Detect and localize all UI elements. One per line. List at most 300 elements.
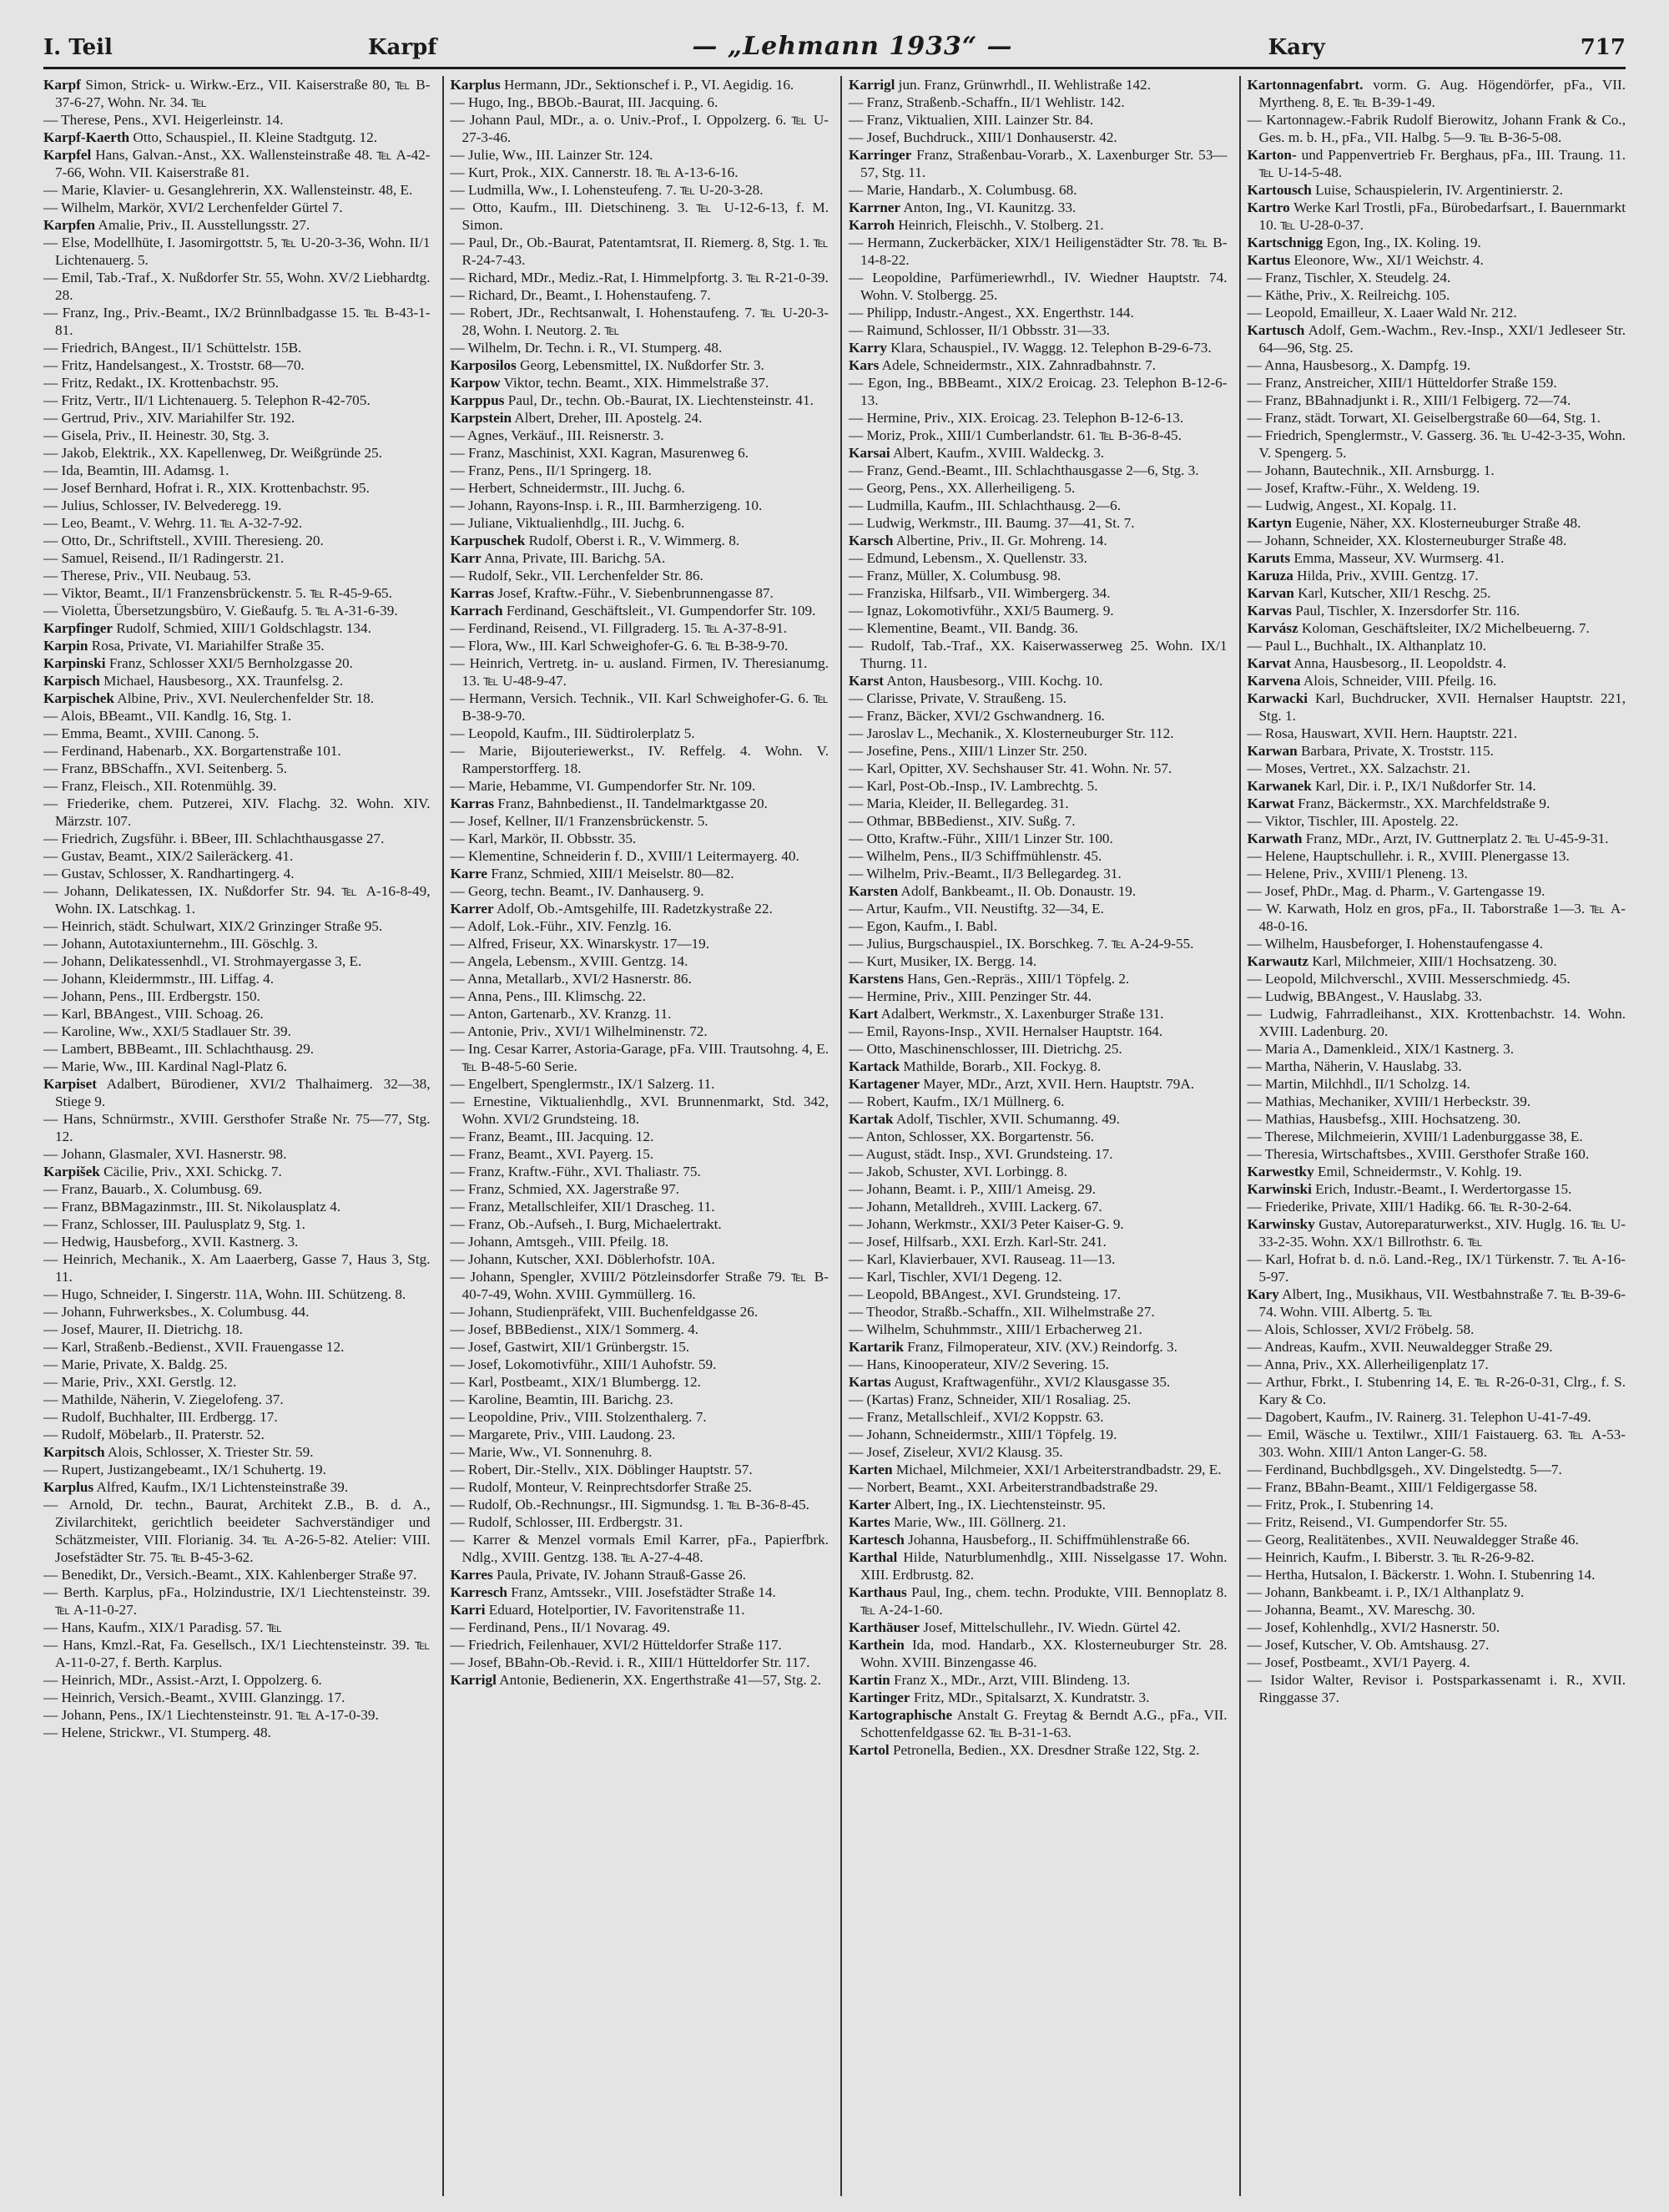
directory-entry xyxy=(43,146,431,181)
directory-entry xyxy=(451,549,829,567)
entry-details: — Hertha, Hutsalon, I. Bäckerstr. 1. Wohn. I. Stubenring 14. xyxy=(1247,1567,1596,1583)
entry-details: — Heinrich, Versich.-Beamt., XVIII. Glanzingg. 17. xyxy=(43,1689,345,1705)
entry-details: — Else, Modellhüte, I. Jasomirgottstr. 5, ℡ U-20-3-36, Wohn. II/1 Lichtenauerg. 5. xyxy=(43,235,431,268)
entry-details: — Franz, Metallschleifer, XII/1 Drascheg. 11. xyxy=(450,1199,715,1215)
directory-entry xyxy=(1248,1566,1626,1583)
directory-entry xyxy=(43,707,431,725)
entry-details: — Wilhelm, Pens., II/3 Schiffmühlenstr. 45. xyxy=(849,848,1102,864)
entry-details: — Ferdinand, Reisend., VI. Fillgraderg. 15. ℡ A-37-8-91. xyxy=(450,620,788,636)
entry-details: — Johann, Pens., IX/1 Liechtensteinstr. 91. ℡ A-17-0-39. xyxy=(43,1707,379,1723)
entry-details: — Hermine, Priv., XIII. Penzinger Str. 44. xyxy=(849,988,1092,1004)
entry-details: — Johann, Beamt. i. P., XIII/1 Ameisg. 29. xyxy=(849,1181,1096,1197)
entry-surname: Kartinger xyxy=(849,1689,910,1705)
entry-details: — Mathias, Mechaniker, XVIII/1 Herbeckstr. 39. xyxy=(1247,1093,1531,1109)
entry-details: — Leopold, Emailleur, X. Laaer Wald Nr. 212. xyxy=(1247,305,1517,321)
entry-details: — Karl, Klavierbauer, XVI. Rauseag. 11—13. xyxy=(849,1251,1116,1267)
entry-details: Eleonore, Ww., XI/1 Weichstr. 4. xyxy=(1290,252,1484,268)
directory-entry xyxy=(43,865,431,882)
directory-entry xyxy=(451,269,829,286)
directory-entry xyxy=(1248,374,1626,391)
directory-entry xyxy=(849,181,1228,199)
entry-details: — Marie, Ww., III. Kardinal Nagl-Platz 6. xyxy=(43,1058,288,1074)
entry-details: — Marie, Hebamme, VI. Gumpendorfer Str. Nr. 109. xyxy=(450,778,756,794)
entry-details: — Flora, Ww., III. Karl Schweighofer-G. 6. ℡ B-38-9-70. xyxy=(450,638,789,654)
entry-surname: Karvan xyxy=(1247,585,1294,601)
entry-details: — Johann Paul, MDr., a. o. Univ.-Prof., I. Oppolzerg. 6. ℡ U-27-3-46. xyxy=(450,112,829,145)
entry-details: — Wilhelm, Hausbeforger, I. Hohenstaufengasse 4. xyxy=(1247,936,1544,952)
entry-details: — Maria, Kleider, II. Bellegardeg. 31. xyxy=(849,795,1069,811)
entry-details: Ida, mod. Handarb., XX. Klosterneuburger Str. 28. Wohn. XVIII. Binzengasse 46. xyxy=(860,1637,1228,1670)
entry-details: Franz, Filmoperateur, XIV. (XV.) Reindorfg. 3. xyxy=(903,1339,1177,1355)
directory-entry xyxy=(1248,1075,1626,1093)
entry-details: — Dagobert, Kaufm., IV. Rainerg. 31. Telephon U-41-7-49. xyxy=(1247,1409,1591,1425)
directory-entry xyxy=(43,339,431,356)
directory-entry xyxy=(1248,637,1626,654)
directory-entry xyxy=(43,1636,431,1671)
entry-details: Paul, Ing., chem. techn. Produkte, VIII. Bennoplatz 8. ℡ A-24-1-60. xyxy=(860,1584,1228,1618)
entry-details: — Lambert, BBBeamt., III. Schlachthausg. 29. xyxy=(43,1041,315,1057)
directory-entry xyxy=(849,129,1228,146)
entry-details: — Johann, Spengler, XVIII/2 Pötzleinsdorfer Straße 79. ℡ B-40-7-49, Wohn. XVIII. Gymmüllerg. 16. xyxy=(450,1269,829,1302)
entry-details: — Isidor Walter, Revisor i. Postsparkassenamt i. R., XVII. Ringgasse 37. xyxy=(1247,1672,1626,1705)
entry-details: Barbara, Private, X. Troststr. 115. xyxy=(1297,743,1494,759)
entry-details: — Franz, städt. Torwart, XI. Geiselbergstraße 60—64, Stg. 1. xyxy=(1247,410,1601,426)
directory-entry xyxy=(849,1706,1228,1741)
part-label: I. Teil xyxy=(43,35,113,60)
entry-surname: Karpuschek xyxy=(450,533,526,548)
entry-details: — Fritz, Redakt., IX. Krottenbachstr. 95. xyxy=(43,375,280,391)
entry-details: — Heinrich, Vertretg. in- u. ausland. Firmen, IV. Theresianumg. 13. ℡ U-48-9-47. xyxy=(450,655,829,689)
directory-entry xyxy=(43,830,431,847)
entry-details: — Georg, Pens., XX. Allerheiligeng. 5. xyxy=(849,480,1076,496)
directory-entry xyxy=(849,1636,1228,1671)
directory-entry xyxy=(451,76,829,93)
directory-entry xyxy=(1248,1654,1626,1671)
entry-details: — Ferdinand, Buchbdlgsgeh., XV. Dingelstedtg. 5—7. xyxy=(1247,1462,1562,1477)
entry-details: Mathilde, Borarb., XII. Fockyg. 8. xyxy=(900,1058,1102,1074)
directory-entry xyxy=(451,952,829,970)
directory-entry xyxy=(43,970,431,987)
directory-entry xyxy=(43,1040,431,1058)
directory-entry xyxy=(451,1356,829,1373)
entry-details: Eugenie, Näher, XX. Klosterneuburger Straße 48. xyxy=(1291,515,1581,531)
entry-details: Otto, Schauspiel., II. Kleine Stadtgutg. 12. xyxy=(129,129,378,145)
entry-surname: Karpfel xyxy=(43,147,92,163)
directory-entry xyxy=(1248,777,1626,795)
entry-surname: Karthaus xyxy=(849,1584,907,1600)
directory-entry xyxy=(849,795,1228,812)
entry-details: Karl, Kutscher, XII/1 Reschg. 25. xyxy=(1293,585,1491,601)
directory-entry xyxy=(849,321,1228,339)
directory-entry xyxy=(1248,567,1626,584)
entry-details: jun. Franz, Grünwrhdl., II. Wehlistraße 142. xyxy=(895,77,1152,93)
entry-surname: Karuts xyxy=(1247,550,1291,566)
entry-details: Adalbert, Bürodiener, XVI/2 Thalhaimerg. 32—38, Stiege 9. xyxy=(55,1076,431,1109)
entry-details: — Fritz, Vertr., II/1 Lichtenauerg. 5. Telephon R-42-705. xyxy=(43,392,371,408)
directory-entry xyxy=(1248,1285,1626,1321)
directory-entry xyxy=(1248,199,1626,234)
entry-surname: Karten xyxy=(849,1462,893,1477)
directory-entry xyxy=(849,479,1228,497)
directory-entry xyxy=(451,1005,829,1023)
directory-entry xyxy=(849,356,1228,374)
entry-details: — Rosa, Hauswart, XVII. Hern. Hauptstr. 221. xyxy=(1247,725,1518,741)
entry-details: — Josef, BBahn-Ob.-Revid. i. R., XIII/1 Hütteldorfer Str. 117. xyxy=(450,1654,810,1670)
directory-entry xyxy=(451,409,829,427)
entry-details: — Moses, Vertret., XX. Salzachstr. 21. xyxy=(1247,760,1470,776)
directory-entry xyxy=(451,865,829,882)
entry-details: — Johann, Schneidermstr., XIII/1 Töpfelg. 19. xyxy=(849,1427,1117,1442)
directory-entry xyxy=(43,1373,431,1391)
entry-details: — Otto, Kaufm., III. Dietschineng. 3. ℡ U-12-6-13, f. M. Simon. xyxy=(450,199,829,233)
directory-entry xyxy=(451,795,829,812)
directory-entry xyxy=(849,1128,1228,1145)
directory-entry xyxy=(1248,1215,1626,1250)
directory-entry xyxy=(451,391,829,409)
entry-surname: Karri xyxy=(450,1602,486,1618)
entry-details: — Arnold, Dr. techn., Baurat, Architekt Z.B., B. d. A., Zivilarchitekt, gerichtlich beeideter Sachverständiger und Schätzmeister, VIII. Florianig. 34. ℡ A-26-5-82. Atelier: VIII. Josefstädter Str. 75. ℡ B-45-3-62. xyxy=(43,1497,431,1565)
directory-entry xyxy=(451,1040,829,1075)
directory-entry xyxy=(43,462,431,479)
entry-details: Amalie, Priv., II. Ausstellungsstr. 27. xyxy=(95,217,310,233)
entry-details: — Herbert, Schneidermstr., III. Juchg. 6. xyxy=(450,480,685,496)
entry-details: — Rudolf, Buchhalter, III. Erdbergg. 17. xyxy=(43,1409,278,1425)
entry-details: — Hans, Kmzl.-Rat, Fa. Gesellsch., IX/1 Liechtensteinstr. 39. ℡ A-11-0-27, f. Berth. Karplus. xyxy=(43,1637,431,1670)
column-2 xyxy=(442,76,829,2196)
directory-entry xyxy=(1248,409,1626,427)
directory-entry xyxy=(43,532,431,549)
entry-surname: Kartin xyxy=(849,1672,890,1688)
entry-details: — Kurt, Musiker, IX. Bergg. 14. xyxy=(849,953,1037,969)
directory-entry xyxy=(451,812,829,830)
entry-surname: Karresch xyxy=(450,1584,507,1600)
entry-details: — Wilhelm, Schuhmmstr., XIII/1 Erbacherweg 21. xyxy=(849,1321,1142,1337)
entry-details: — Artur, Kaufm., VII. Neustiftg. 32—34, E. xyxy=(849,901,1104,917)
entry-details: — Franz, Beamt., III. Jacquing. 12. xyxy=(450,1129,654,1144)
entry-surname: Karpišek xyxy=(43,1164,100,1179)
entry-surname: Karvász xyxy=(1247,620,1298,636)
entry-details: — Anna, Hausbesorg., X. Dampfg. 19. xyxy=(1247,357,1470,373)
directory-entry xyxy=(1248,321,1626,356)
entry-details: — Ing. Cesar Karrer, Astoria-Garage, pFa. VIII. Trautsohng. 4, E. ℡ B-48-5-60 Serie. xyxy=(450,1041,829,1074)
entry-details: — Josef, Buchdruck., XIII/1 Donhauserstr. 42. xyxy=(849,129,1117,145)
entry-surname: Karwat xyxy=(1247,795,1294,811)
entry-details: — Karrer & Menzel vormals Emil Karrer, pFa., Papierfbrk. Ndlg., XVIII. Gentzg. 138. ℡ A-27-4-48. xyxy=(450,1532,829,1565)
entry-details: — August, städt. Insp., XVI. Grundsteing. 17. xyxy=(849,1146,1113,1162)
entry-surname: Kartarik xyxy=(849,1339,904,1355)
directory-entry xyxy=(43,882,431,917)
entry-details: — Josef, Kraftw.-Führ., X. Weldeng. 19. xyxy=(1247,480,1480,496)
entry-surname: Kart xyxy=(849,1006,879,1022)
entry-details: — Otto, Kraftw.-Führ., XIII/1 Linzer Str. 100. xyxy=(849,831,1113,846)
directory-entry xyxy=(451,164,829,181)
directory-entry xyxy=(1248,462,1626,479)
directory-entry xyxy=(43,129,431,146)
directory-entry xyxy=(849,584,1228,602)
entry-details: — Clarisse, Private, V. Straußeng. 15. xyxy=(849,690,1066,706)
directory-entry xyxy=(451,1671,829,1689)
entry-surname: Karthein xyxy=(849,1637,905,1653)
entry-surname: Karposilos xyxy=(450,357,517,373)
directory-entry xyxy=(451,1496,829,1513)
entry-details: — Emil, Wäsche u. Textilwr., XIII/1 Faistauerg. 63. ℡ A-53-303. Wohn. XIII/1 Anton Langer-G. 58. xyxy=(1247,1427,1626,1460)
entry-columns xyxy=(43,76,1626,2196)
entry-details: — Klementine, Schneiderin f. D., XVIII/1 Leitermayerg. 40. xyxy=(450,848,799,864)
entry-details: Adalbert, Werkmstr., X. Laxenburger Straße 131. xyxy=(878,1006,1164,1022)
directory-entry xyxy=(451,339,829,356)
entry-details: — Friedrich, Zugsführ. i. BBeer, III. Schlachthausgasse 27. xyxy=(43,831,385,846)
directory-entry xyxy=(43,111,431,129)
directory-entry xyxy=(43,199,431,216)
entry-details: — Franz, Schlosser, III. Paulusplatz 9, Stg. 1. xyxy=(43,1216,305,1232)
entry-details: — Johann, Glasmaler, XVI. Hasnerstr. 98. xyxy=(43,1146,287,1162)
directory-entry xyxy=(451,1391,829,1408)
directory-entry xyxy=(451,882,829,900)
entry-details: Alfred, Kaufm., IX/1 Lichtensteinstraße 39. xyxy=(93,1479,349,1495)
entry-surname: Karter xyxy=(849,1497,891,1513)
directory-entry xyxy=(1248,479,1626,497)
entry-details: Ferdinand, Geschäftsleit., VI. Gumpendorfer Str. 109. xyxy=(502,603,816,619)
entry-details: Josef, Kraftw.-Führ., V. Siebenbrunnengasse 87. xyxy=(494,585,774,601)
directory-entry xyxy=(849,76,1228,93)
entry-details: — Marie, Handarb., X. Columbusg. 68. xyxy=(849,182,1077,198)
entry-details: — Josef, Kutscher, V. Ob. Amtshausg. 27. xyxy=(1247,1637,1490,1653)
directory-entry xyxy=(43,1426,431,1443)
entry-details: Paul, Tischler, X. Inzersdorfer Str. 116. xyxy=(1291,603,1520,619)
entry-details: — Leopold, Kaufm., III. Südtirolerplatz 5. xyxy=(450,725,695,741)
directory-entry xyxy=(43,619,431,637)
entry-details: Karl, Dir. i. P., IX/1 Nußdorfer Str. 14. xyxy=(1311,778,1536,794)
entry-details: — Franz, Fleisch., XII. Rotenmühlg. 39. xyxy=(43,778,277,794)
directory-entry xyxy=(451,111,829,146)
entry-details: — Marie, Klavier- u. Gesanglehrerin, XX. Wallensteinstr. 48, E. xyxy=(43,182,413,198)
entry-surname: Kartusch xyxy=(1247,322,1305,338)
entry-details: — Jaroslav L., Mechanik., X. Klosterneuburger Str. 112. xyxy=(849,725,1174,741)
entry-details: — Josef, Postbeamt., XVI/1 Payerg. 4. xyxy=(1247,1654,1470,1670)
directory-entry xyxy=(849,1250,1228,1268)
entry-details: — Franz, BBMagazinmstr., III. St. Nikolausplatz 4. xyxy=(43,1199,341,1215)
entry-details: — Johann, Bautechnik., XII. Arnsburgg. 1. xyxy=(1247,462,1495,478)
entry-details: Cäcilie, Priv., XXI. Schickg. 7. xyxy=(99,1164,282,1179)
directory-entry xyxy=(43,847,431,865)
entry-surname: Karpfen xyxy=(43,217,96,233)
directory-entry xyxy=(1248,654,1626,672)
entry-details: — Franz, Straßenb.-Schaffn., II/1 Wehlistr. 142. xyxy=(849,94,1125,110)
entry-details: — Anna, Metallarb., XVI/2 Hasnerstr. 86. xyxy=(450,971,692,987)
entry-details: — Franz, Maschinist, XXI. Kagran, Masurenweg 6. xyxy=(450,445,749,461)
directory-entry xyxy=(849,1513,1228,1531)
entry-details: — Julie, Ww., III. Lainzer Str. 124. xyxy=(450,147,653,163)
entry-details: — Josefine, Pens., XIII/1 Linzer Str. 250. xyxy=(849,743,1087,759)
entry-details: Koloman, Geschäftsleiter, IX/2 Michelbeuerng. 7. xyxy=(1298,620,1590,636)
entry-details: — Josef, Gastwirt, XII/1 Grünbergstr. 15. xyxy=(450,1339,690,1355)
entry-surname: Karpf-Kaerth xyxy=(43,129,130,145)
entry-details: — Marie, Bijouteriewerkst., IV. Reffelg. 4. Wohn. V. Ramperstorfferg. 18. xyxy=(450,743,829,776)
entry-details: — Othmar, BBBedienst., XIV. Sußg. 7. xyxy=(849,813,1076,829)
entry-details: — Ida, Beamtin, III. Adamsg. 1. xyxy=(43,462,229,478)
directory-entry xyxy=(849,1531,1228,1548)
entry-details: — Violetta, Übersetzungsbüro, V. Gießaufg. 5. ℡ A-31-6-39. xyxy=(43,603,398,619)
directory-entry xyxy=(1248,1005,1626,1040)
directory-entry xyxy=(43,777,431,795)
entry-details: — Egon, Kaufm., I. Babl. xyxy=(849,918,998,934)
directory-entry xyxy=(43,304,431,339)
directory-entry xyxy=(849,689,1228,707)
directory-entry xyxy=(849,269,1228,304)
entry-surname: Karwan xyxy=(1247,743,1298,759)
entry-details: — Rudolf, Möbelarb., II. Praterstr. 52. xyxy=(43,1427,265,1442)
entry-details: Hans, Galvan.-Anst., XX. Wallensteinstraße 48. ℡ A-42-7-66, Wohn. VII. Kaiserstraße 81. xyxy=(55,147,431,180)
directory-entry xyxy=(849,1075,1228,1093)
entry-details: — Hermine, Priv., XIX. Eroicag. 23. Telephon B-12-6-13. xyxy=(849,410,1184,426)
directory-entry xyxy=(1248,1321,1626,1338)
entry-details: — Mathilde, Näherin, V. Ziegelofeng. 37. xyxy=(43,1391,284,1407)
directory-entry xyxy=(849,216,1228,234)
directory-entry xyxy=(451,1601,829,1619)
directory-entry xyxy=(849,1285,1228,1303)
directory-entry xyxy=(849,1338,1228,1356)
entry-details: — Franz, Bauarb., X. Columbusg. 69. xyxy=(43,1181,263,1197)
entry-surname: Kars xyxy=(849,357,880,373)
directory-entry xyxy=(849,93,1228,111)
directory-entry xyxy=(451,1619,829,1636)
entry-details: — Karl, Postbeamt., XIX/1 Blumbergg. 12. xyxy=(450,1374,701,1390)
directory-entry xyxy=(849,234,1228,269)
directory-entry xyxy=(1248,1408,1626,1426)
directory-entry xyxy=(849,1303,1228,1321)
directory-entry xyxy=(43,497,431,514)
entry-surname: Karpstein xyxy=(450,410,512,426)
entry-surname: Karplus xyxy=(450,77,501,93)
entry-details: — Helene, Strickwr., VI. Stumperg. 48. xyxy=(43,1725,271,1740)
directory-entry xyxy=(451,567,829,584)
entry-details: — Josef, Kellner, II/1 Franzensbrückenstr. 5. xyxy=(450,813,708,829)
directory-entry xyxy=(43,234,431,269)
directory-entry xyxy=(849,462,1228,479)
directory-entry xyxy=(43,1321,431,1338)
entry-details: — Franz, Metallschleif., XVI/2 Koppstr. 63. xyxy=(849,1409,1104,1425)
directory-entry xyxy=(43,514,431,532)
directory-entry xyxy=(849,1619,1228,1636)
directory-entry xyxy=(43,1706,431,1724)
entry-details: — Fritz, Reisend., VI. Gumpendorfer Str. 55. xyxy=(1247,1514,1508,1530)
entry-details: — Franz, Gend.-Beamt., III. Schlachthausgasse 2—6, Stg. 3. xyxy=(849,462,1199,478)
directory-entry xyxy=(43,1145,431,1163)
directory-entry xyxy=(849,1408,1228,1426)
entry-details: Georg, Lebensmittel, IX. Nußdorfer Str. 3. xyxy=(516,357,764,373)
last-entry-keyword: Kary xyxy=(1268,35,1325,60)
entry-details: — Josef, Kohlenhdlg., XVI/2 Hasnerstr. 50. xyxy=(1247,1619,1500,1635)
entry-details: Adele, Schneidermstr., XIX. Zahnradbahnstr. 7. xyxy=(879,357,1157,373)
entry-details: — Wilhelm, Dr. Techn. i. R., VI. Stumperg. 48. xyxy=(450,340,723,356)
entry-details: — Hans, Kinooperateur, XIV/2 Severing. 15. xyxy=(849,1356,1109,1372)
entry-details: Anna, Private, III. Barichg. 5A. xyxy=(481,550,666,566)
directory-entry xyxy=(1248,181,1626,199)
entry-details: — Leo, Beamt., V. Wehrg. 11. ℡ A-32-7-92. xyxy=(43,515,303,531)
entry-details: Albine, Priv., XVI. Neulerchenfelder Str. 18. xyxy=(114,690,375,706)
directory-entry xyxy=(849,532,1228,549)
entry-details: Luise, Schauspielerin, IV. Argentinierstr. 2. xyxy=(1311,182,1563,198)
directory-entry xyxy=(1248,286,1626,304)
entry-details: Albert, Dreher, III. Apostelg. 24. xyxy=(512,410,703,426)
entry-details: — Moriz, Prok., XIII/1 Cumberlandstr. 61. ℡ B-36-8-45. xyxy=(849,427,1182,443)
directory-entry xyxy=(43,216,431,234)
entry-details: — Gisela, Priv., II. Heinestr. 30, Stg. 3. xyxy=(43,427,270,443)
directory-entry xyxy=(43,269,431,304)
entry-details: — Franz, Pens., II/1 Springerg. 18. xyxy=(450,462,652,478)
directory-entry xyxy=(43,917,431,935)
directory-entry xyxy=(451,1426,829,1443)
entry-surname: Karpisch xyxy=(43,673,100,689)
directory-entry xyxy=(451,1128,829,1145)
entry-details: — Karl, Opitter, XV. Sechshauser Str. 41. Wohn. Nr. 57. xyxy=(849,760,1172,776)
directory-entry xyxy=(43,356,431,374)
entry-details: — Johann, Metalldreh., XVIII. Lackerg. 67. xyxy=(849,1199,1102,1215)
entry-details: — Friedrich, Feilenhauer, XVI/2 Hütteldorfer Straße 117. xyxy=(450,1637,782,1653)
directory-entry xyxy=(1248,1548,1626,1566)
directory-entry xyxy=(1248,1531,1626,1548)
directory-entry xyxy=(849,444,1228,462)
entry-details: — Jakob, Schuster, XVI. Lorbingg. 8. xyxy=(849,1164,1067,1179)
entry-surname: Kartol xyxy=(849,1742,890,1758)
entry-details: — Jakob, Elektrik., XX. Kapellenweg, Dr. Weißgründe 25. xyxy=(43,445,382,461)
entry-details: — Robert, JDr., Rechtsanwalt, I. Hohenstaufeng. 7. ℡ U-20-3-28, Wohn. I. Neutorg. 2. ℡ xyxy=(450,305,829,338)
directory-entry xyxy=(43,391,431,409)
entry-details: — Edmund, Lebensm., X. Quellenstr. 33. xyxy=(849,550,1087,566)
entry-details: Anton, Hausbesorg., VIII. Kochg. 10. xyxy=(884,673,1103,689)
entry-details: — Otto, Dr., Schriftstell., XVIII. Theresieng. 20. xyxy=(43,533,324,548)
entry-details: — Johann, Amtsgeh., VIII. Pfeilg. 18. xyxy=(450,1234,669,1250)
entry-details: Johanna, Hausbeforg., II. Schiffmühlenstraße 66. xyxy=(904,1532,1190,1548)
directory-entry xyxy=(451,935,829,952)
entry-details: — Franz, Viktualien, XIII. Lainzer Str. 84. xyxy=(849,112,1094,128)
entry-surname: Karras xyxy=(450,585,495,601)
directory-entry xyxy=(451,356,829,374)
entry-surname: Karstens xyxy=(849,971,904,987)
entry-details: — Theodor, Straßb.-Schaffn., XII. Wilhelmstraße 27. xyxy=(849,1304,1155,1320)
directory-entry xyxy=(43,1198,431,1215)
entry-details: — Johann, Werkmstr., XXI/3 Peter Kaiser-G. 9. xyxy=(849,1216,1124,1232)
directory-entry xyxy=(849,1145,1228,1163)
directory-entry xyxy=(43,1285,431,1303)
directory-entry xyxy=(1248,1671,1626,1706)
entry-details: Michael, Hausbesorg., XX. Traunfelsg. 2. xyxy=(99,673,344,689)
directory-entry xyxy=(43,689,431,707)
directory-entry xyxy=(1248,1513,1626,1531)
entry-details: Adolf, Bankbeamt., II. Ob. Donaustr. 19. xyxy=(898,883,1137,899)
entry-details: — Samuel, Reisend., II/1 Radingerstr. 21. xyxy=(43,550,285,566)
entry-details: — Juliane, Viktualienhdlg., III. Juchg. 6. xyxy=(450,515,685,531)
entry-details: — Johann, Autotaxiunternehm., III. Göschlg. 3. xyxy=(43,936,318,952)
directory-entry xyxy=(43,935,431,952)
entry-surname: Karpitsch xyxy=(43,1444,105,1460)
entry-details: — Arthur, Fbrkt., I. Stubenring 14, E. ℡ R-26-0-31, Clrg., f. S. Kary & Co. xyxy=(1247,1374,1626,1407)
entry-surname: Karwath xyxy=(1247,831,1303,846)
entry-details: — Kurt, Prok., XIX. Cannerstr. 18. ℡ A-13-6-16. xyxy=(450,164,739,180)
directory-entry xyxy=(43,1408,431,1426)
entry-details: Anton, Ing., VI. Kaunitzg. 33. xyxy=(900,199,1077,215)
directory-entry xyxy=(1248,900,1626,935)
directory-entry xyxy=(43,1583,431,1619)
directory-entry xyxy=(1248,1636,1626,1654)
directory-entry xyxy=(43,76,431,111)
entry-details: — Hans, Kaufm., XIX/1 Paradisg. 57. ℡ xyxy=(43,1619,283,1635)
directory-entry xyxy=(451,1338,829,1356)
entry-details: — Friederike, chem. Putzerei, XIV. Flachg. 32. Wohn. XIV. Märzstr. 107. xyxy=(43,795,431,829)
entry-details: — Gustav, Schlosser, X. Randhartingerg. 4. xyxy=(43,866,295,881)
entry-details: — Leopoldine, Priv., VIII. Stolzenthalerg. 7. xyxy=(450,1409,707,1425)
directory-entry xyxy=(451,987,829,1005)
